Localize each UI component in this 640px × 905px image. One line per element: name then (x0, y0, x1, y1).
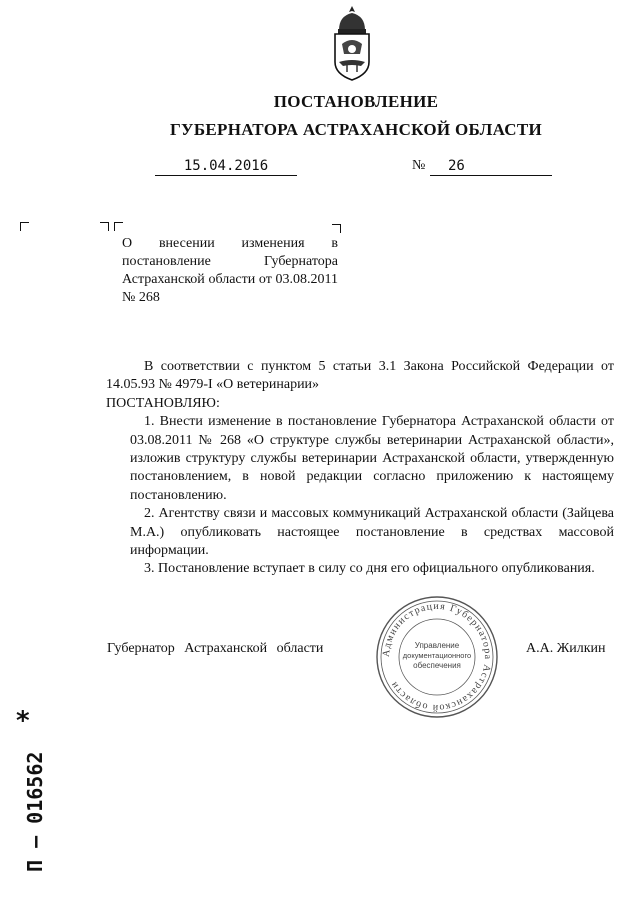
document-body (106, 358, 614, 579)
serial-mark: * (16, 706, 30, 736)
document-date: 15.04.2016 (155, 158, 297, 176)
decree-item-3: 3. Постановление вступает в силу со дня его официального опубликования. (144, 561, 595, 577)
official-seal-stamp (374, 594, 500, 720)
bracket-corner (20, 222, 29, 231)
document-title: ПОСТАНОВЛЕНИЕ (273, 92, 439, 111)
signatory-position: Губернатор Астраханской области (107, 641, 324, 656)
svg-text:П – 016562: П – 016562 (23, 751, 47, 872)
decree-word: ПОСТАНОВЛЯЮ: (106, 395, 220, 411)
svg-text:Администрация Губернатора Астр: Администрация Губернатора Астраханской области (380, 600, 494, 714)
form-serial-number (12, 740, 52, 875)
document-number: 26 (430, 158, 552, 176)
signatory-name: А.А. Жилкин (526, 641, 606, 656)
svg-text:Управление: Управление (414, 641, 460, 650)
bracket-corner (100, 222, 109, 231)
bracket-corner (332, 224, 341, 233)
decree-item-1: 1. Внести изменение в постановление Губернатора Астраханской области от 03.08.2011 № 268 «О структуре службы ветеринарии Астраханской области», изложив структуру службы ветеринарии Астраханской области, утвержденную постановлением, в новой редакции согласно приложению к настоящему постановлению. (130, 414, 614, 503)
svg-text:обеспечения: обеспечения (413, 661, 461, 670)
svg-text:документационного: документационного (402, 651, 472, 660)
preamble: В соответствии с пунктом 5 статьи 3.1 Закона Российской Федерации от 14.05.93 № 4979-I «О ветеринарии» (106, 359, 614, 393)
bracket-corner (114, 222, 123, 231)
issuer-title: ГУБЕРНАТОРА АСТРАХАНСКОЙ ОБЛАСТИ (169, 120, 543, 139)
document-subject: О внесении изменения в постановление Губернатора Астраханской области от 03.08.2011 № 268 (122, 236, 338, 305)
decree-item-2: 2. Агентству связи и массовых коммуникаций Астраханской области (Зайцева М.А.) опубликовать настоящее постановление в средствах массовой информации. (130, 506, 614, 559)
coat-of-arms-emblem (325, 4, 379, 82)
number-label: № (412, 158, 426, 173)
